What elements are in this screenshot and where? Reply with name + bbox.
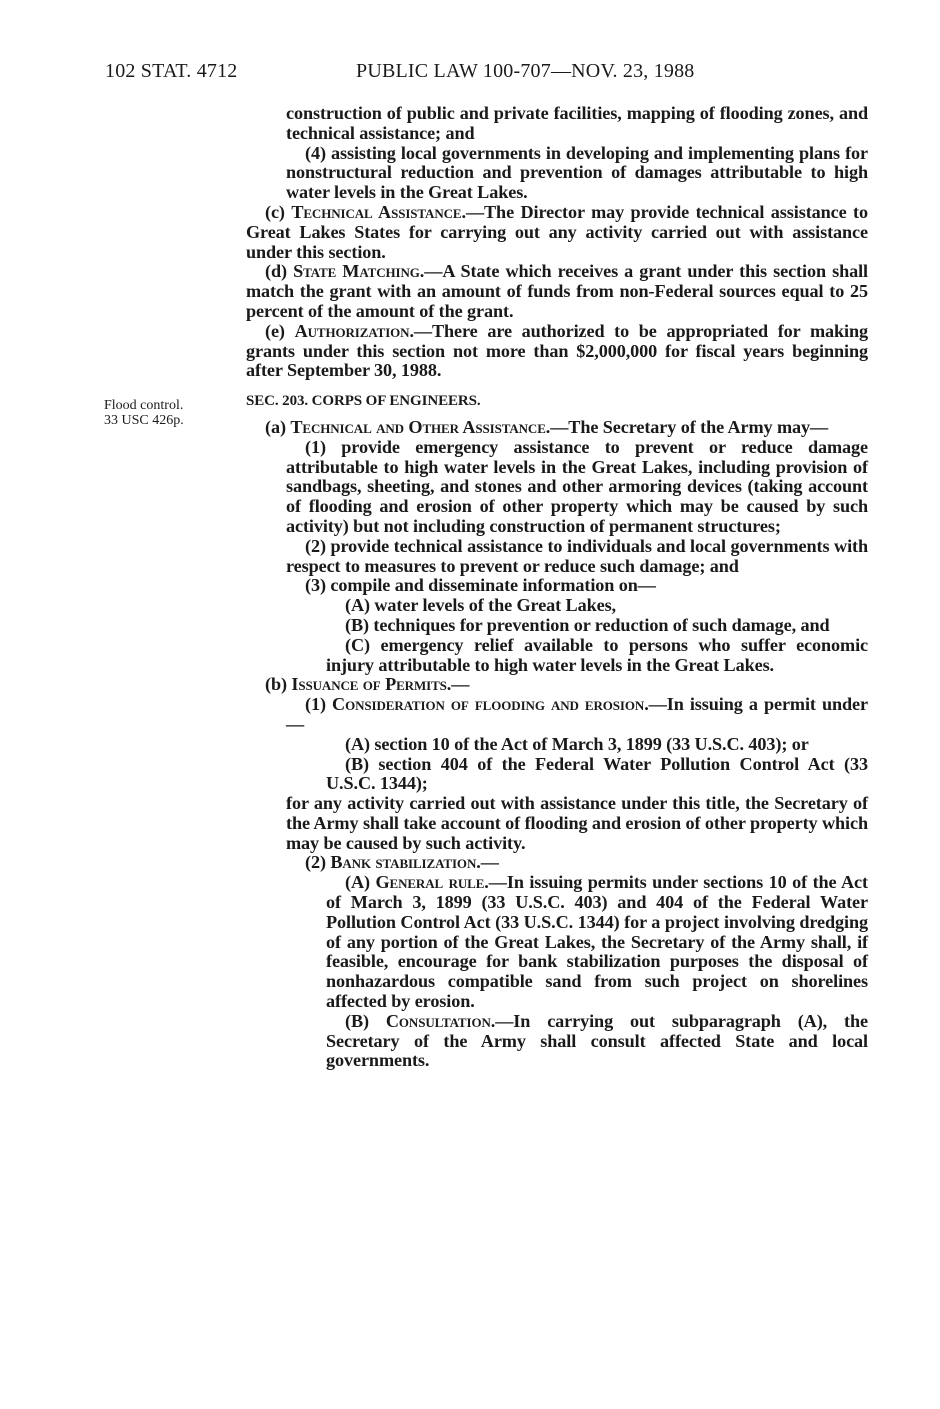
subparagraph-b2B: [246, 1012, 868, 1071]
margin-note-subject: Flood control.: [104, 398, 184, 413]
statute-page-citation: 102 STAT. 4712: [105, 60, 238, 82]
subsection-d: [246, 262, 868, 321]
paragraph-a2: (2) provide technical assistance to individuals and local governments with respect to measures to prevent or reduce such damage; and: [286, 535, 868, 576]
subparagraph-b2A-heading: General rule.: [375, 872, 489, 893]
subparagraph-b2A: [246, 873, 868, 1012]
paragraph-b2: [246, 853, 868, 873]
paragraph-b1-text: —In issuing a permit under—: [286, 694, 868, 734]
subparagraph-b2A-text: —In issuing permits under sections 10 of the Act of March 3, 1899 (33 U.S.C. 403) and 404 of the Federal Water Pollution Control Act (33 U.S.C. 1344) for a project involving dredging of any portion of the Great Lakes, the Secretary of the Army shall, if feasible, encourage for bank stabilization purposes the disposal of nonhazardous compatible sand from such project on shorelines affected by erosion.: [326, 872, 868, 1012]
subparagraph-a3B: (B) techniques for prevention or reduction of such damage, and: [345, 614, 830, 635]
subsection-e-label: (e): [265, 320, 295, 341]
subparagraph-a3A: (A) water levels of the Great Lakes,: [345, 595, 616, 616]
section-heading: SEC. 203. CORPS OF ENGINEERS.: [246, 393, 481, 410]
subparagraph-b1A: (A) section 10 of the Act of March 3, 1899 (33 U.S.C. 403); or: [345, 733, 809, 754]
paragraph-b4: (4) assisting local governments in developing and implementing plans for nonstructural reduction and prevention of damages attributable to high water levels in the Great Lakes.: [286, 142, 868, 203]
running-header-title: PUBLIC LAW 100-707—NOV. 23, 1988: [356, 60, 695, 82]
subsection-a-heading: Technical and Other Assistance.: [290, 416, 551, 437]
subparagraph-b2A-label: (A): [345, 872, 376, 893]
subsection-d-text: —A State which receives a grant under this section shall match the grant with an amount of funds from non-Federal sources equal to 25 percent of the amount of the grant.: [246, 261, 868, 321]
paragraph-b2-heading: Bank stabilization.: [330, 852, 481, 873]
subparagraph-a3C: (C) emergency relief available to persons who suffer economic injury attributable to high water levels in the Great Lakes.: [326, 634, 868, 675]
body-text: [246, 104, 868, 1071]
paragraph-b2-text: —: [480, 852, 499, 873]
paragraph-b1-flush-text: for any activity carried out with assistance under this title, the Secretary of the Army shall take account of flooding and erosion of other property which may be caused by such activity.: [286, 793, 868, 853]
paragraph-b2-label: (2): [305, 852, 331, 873]
subsection-a: [246, 418, 868, 438]
subsection-c-label: (c): [265, 201, 292, 222]
subsection-a-text: —The Secretary of the Army may—: [550, 416, 829, 437]
subsection-e-heading: Authorization.: [294, 320, 414, 341]
subparagraph-b2B-label: (B): [345, 1010, 386, 1031]
subsection-b-heading: Issuance of Permits.: [291, 674, 452, 695]
margin-note-citation: 33 USC 426p.: [104, 413, 184, 428]
subsection-e: [246, 322, 868, 381]
subsection-a-label: (a): [265, 416, 291, 437]
subsection-b-text: —: [451, 674, 470, 695]
subsection-d-heading: State Matching.: [293, 261, 425, 282]
subparagraph-b2B-heading: Consultation.: [385, 1010, 496, 1031]
paragraph-b1-heading: Consideration of flooding and erosion.: [332, 694, 649, 715]
subsection-d-label: (d): [265, 261, 294, 282]
paragraph-continuation: construction of public and private facilities, mapping of flooding zones, and technical assistance; and: [286, 103, 868, 143]
subsection-c: [246, 203, 868, 262]
subsection-c-heading: Technical Assistance.: [291, 201, 466, 222]
subsection-e-text: —There are authorized to be appropriated for making grants under this section not more than $2,000,000 for fiscal years beginning after September 30, 1988.: [246, 320, 868, 381]
subsection-b: [246, 675, 868, 695]
paragraph-a1: (1) provide emergency assistance to prevent or reduce damage attributable to high water levels in the Great Lakes, including provision of sandbags, sheeting, and stones and other armoring devices (taking account of flooding and erosion of other property which may be caused by such activity) but not including construction of permanent structures;: [286, 436, 868, 536]
subsection-c-text: —The Director may provide technical assistance to Great Lakes States for carrying out any activity carried out with assistance under this section.: [246, 201, 868, 262]
subparagraph-b1B: (B) section 404 of the Federal Water Pollution Control Act (33 U.S.C. 1344);: [326, 753, 868, 794]
margin-note: [104, 398, 184, 428]
subparagraph-b2B-text: —In carrying out subparagraph (A), the Secretary of the Army shall consult affected State and local governments.: [326, 1010, 868, 1071]
subsection-b-label: (b): [265, 674, 292, 695]
paragraph-a3: (3) compile and disseminate information on—: [305, 575, 656, 596]
paragraph-b1: [246, 695, 868, 735]
paragraph-b1-label: (1): [305, 694, 333, 715]
